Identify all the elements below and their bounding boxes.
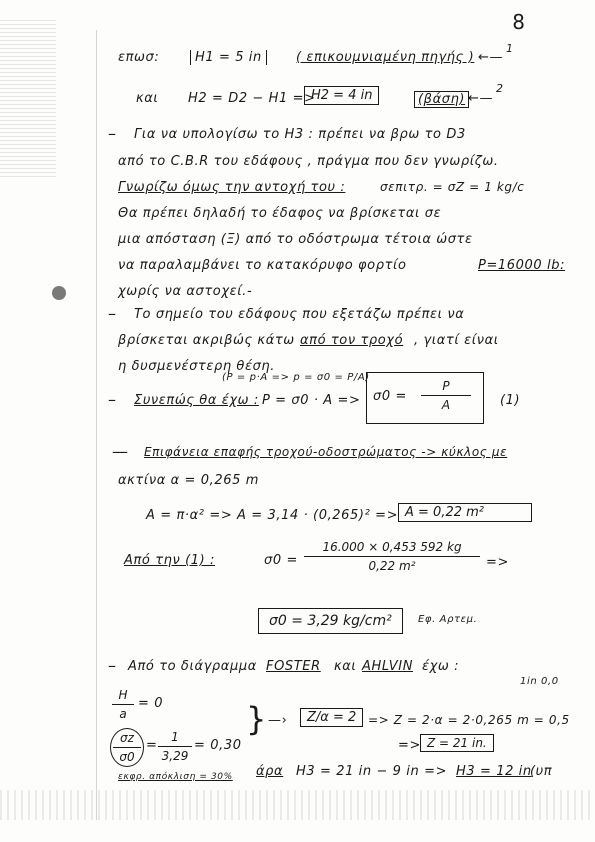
para6-h-num: H <box>118 688 128 702</box>
para2-line-b-end: , γιατί είναι <box>414 333 499 348</box>
para5-lhs: σ0 = <box>264 553 298 568</box>
para5-note: Εφ. Αρτεμ. <box>418 614 478 625</box>
line2-label: και <box>136 91 159 106</box>
para1-load: P=16000 lb: <box>478 258 566 273</box>
para6-label: Από το διάγραμμα <box>128 659 257 674</box>
line1-ref: 1 <box>506 42 514 55</box>
bullet-dash: – <box>108 124 116 143</box>
line1-label: επωσ: <box>118 50 160 65</box>
margin-rule <box>96 30 97 820</box>
para6-boxed-depth: Z = 21 in. <box>420 734 494 752</box>
para6-sz-den: σ0 <box>119 750 135 764</box>
curly-brace-icon: } <box>246 700 267 738</box>
para1-line-e: μια απόσταση (Ξ) από το οδόστρωμα τέτοια ώστε <box>118 232 473 247</box>
para5-denominator: 0,22 m² <box>368 559 416 573</box>
para3-formula: P = σ0 · A => <box>262 393 361 408</box>
line2-formula: H2 = D2 − H1 => <box>188 91 316 106</box>
para6-result2-arrow: => <box>398 738 421 753</box>
line2-boxed-result: H2 = 4 in <box>304 86 379 105</box>
para6-final-label: άρα <box>256 764 284 779</box>
para6-sz-val: = 0,30 <box>194 738 242 753</box>
para3-label: Συνεπώς θα έχω : <box>134 393 259 408</box>
scan-speckle <box>0 20 56 180</box>
para6-sz-fraction <box>158 730 192 763</box>
para6-sz-over-s0 <box>110 728 144 767</box>
para3-lhs: σ0 = <box>373 389 407 404</box>
para1-line-d: Θα πρέπει δηλαδή το έδαφος να βρίσκεται σε <box>118 206 442 221</box>
page-number: 8 <box>512 10 525 34</box>
para4-line-a: Επιφάνεια επαφής τροχού-οδοστρώματος -> κύκλος με <box>144 445 508 459</box>
para6-sz-frac-den: 3,29 <box>161 749 189 763</box>
para6-h-val: = 0 <box>138 696 164 711</box>
para6-sz-frac-num: 1 <box>171 730 179 744</box>
line2-ref: 2 <box>496 82 504 95</box>
para6-result1: => Z = 2·α = 2·0,265 m = 0,5 <box>368 713 570 727</box>
para3-fraction-num: P <box>442 379 450 393</box>
para1-line-f: να παραλαμβάνει το κατακόρυφο φορτίο <box>118 258 407 273</box>
para6-footer-note: εκφρ. απόκλιση = 30% <box>118 772 233 782</box>
para3-top-note: (P = p·A => p = σ0 = P/A) <box>222 372 370 383</box>
bullet-dash: – <box>108 656 116 675</box>
para3-fraction-den: A <box>441 398 451 412</box>
para4-line-b: ακτίνα α = 0,265 m <box>118 473 259 488</box>
line1-formula: H1 = 5 in <box>190 50 267 65</box>
para4-formula: A = π·α² => A = 3,14 · (0,265)² => <box>146 508 399 523</box>
para5-arrow: => <box>486 555 509 570</box>
para6-final-result: H3 = 12 in <box>456 764 532 779</box>
para6-arrow-icon: —› <box>268 713 288 728</box>
para6-boxed-ratio: Z/α = 2 <box>300 708 363 727</box>
line1-arrow-icon: ←— <box>478 50 504 65</box>
bullet-dash: – <box>108 390 116 409</box>
para3-boxed-formula <box>366 372 484 424</box>
para6-final: H3 = 21 in − 9 in => <box>296 764 448 779</box>
para6-foster: FOSTER <box>266 659 321 674</box>
line2-arrow-icon: ←— <box>468 91 494 106</box>
para1-line-g: χωρίς να αστοχεί.- <box>118 284 253 299</box>
para2-line-c: η δυσμενέστερη θέση. <box>118 359 275 374</box>
para6-sz-eq: = <box>146 738 158 753</box>
punch-hole-icon <box>52 286 66 300</box>
para6-corner-note: 1in 0,0 <box>520 676 559 687</box>
bullet-dash: – <box>108 304 116 323</box>
para5-numerator: 16.000 × 0,453 592 kg <box>322 540 462 554</box>
line2-note: (βάση) <box>414 91 469 108</box>
para5-boxed-result: σ0 = 3,29 kg/cm² <box>258 608 403 634</box>
para2-line-a: Το σημείο του εδάφους που εξετάζω πρέπει να <box>134 307 465 322</box>
line1-note: ( επικουμνιαμένη πηγής ) <box>296 50 475 65</box>
para1-line-c: Γνωρίζω όμως την αντοχή του : <box>118 180 346 195</box>
para5-label: Από την (1) : <box>124 553 215 568</box>
para3-eqnum: (1) <box>500 393 521 408</box>
para6-h-den: a <box>119 707 127 721</box>
para6-final-end: (υπ <box>530 764 553 779</box>
para6-h-over-a <box>112 688 134 721</box>
para5-fraction <box>304 540 480 573</box>
scan-bottom-edge <box>0 790 595 820</box>
para4-boxed-result: A = 0,22 m² <box>398 503 532 522</box>
bullet-dash: — <box>112 442 128 461</box>
para6-have: έχω : <box>422 659 460 674</box>
para2-line-b: βρίσκεται ακριβώς κάτω <box>118 333 295 348</box>
para6-and: και <box>334 659 357 674</box>
para1-line-b: από το C.B.R του εδάφους , πράγμα που δεν γνωρίζω. <box>118 154 499 169</box>
para6-ahlvin: AHLVIN <box>362 659 414 674</box>
para1-line-c-formula: σεπιτρ. = σZ = 1 kg/c <box>380 180 525 194</box>
para1-line-a: Για να υπολογίσω το H3 : πρέπει να βρω το D3 <box>134 127 466 142</box>
para3-fraction <box>421 379 471 412</box>
para6-sz-num: σz <box>120 731 134 745</box>
para2-line-b-underlined: από τον τροχό <box>300 333 404 348</box>
